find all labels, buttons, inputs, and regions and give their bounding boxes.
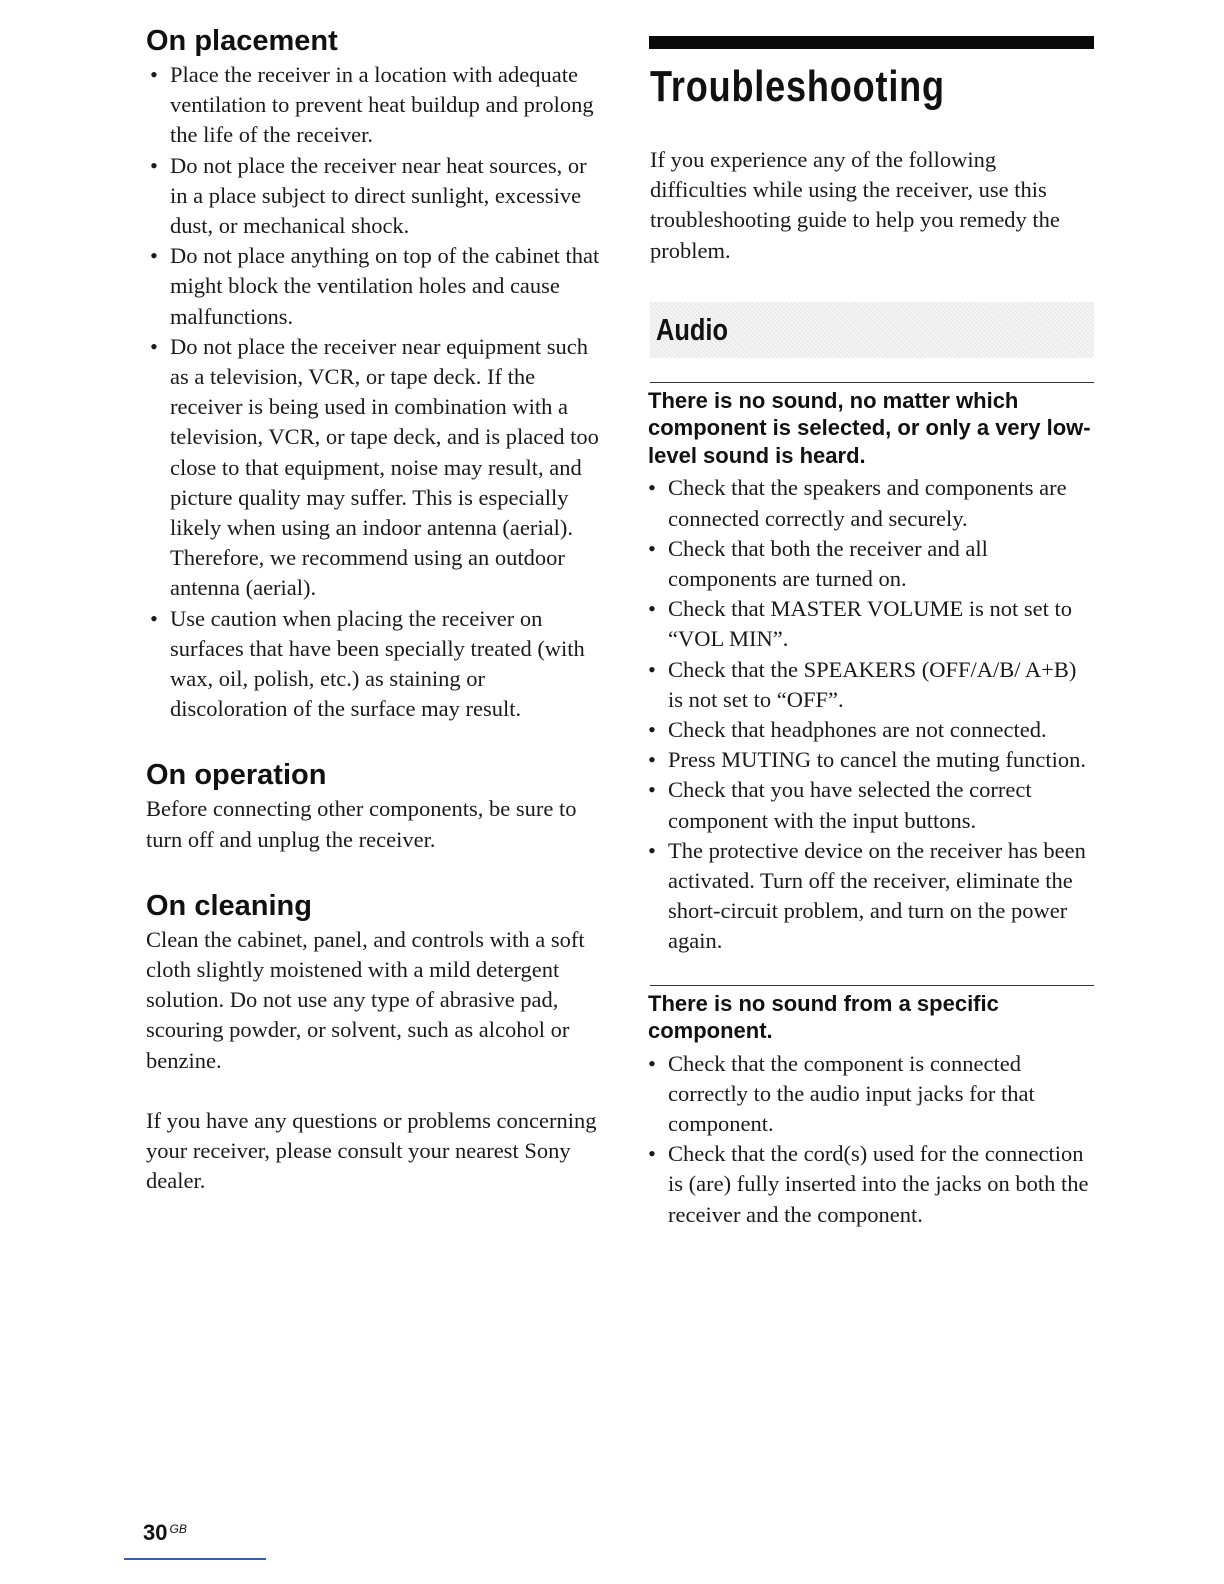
bullet-icon: • xyxy=(648,656,656,682)
bullet-icon: • xyxy=(648,535,656,561)
list-item: • Check that the component is connected correctly to the audio input jacks for that component. xyxy=(648,1050,1035,1136)
bullet-icon: • xyxy=(648,1141,656,1167)
placement-list xyxy=(146,60,608,724)
list-item: • Place the receiver in a location with adequate ventilation to prevent heat buildup and prolong the life of the receiver. xyxy=(150,62,594,148)
list-item: • Press MUTING to cancel the muting function. xyxy=(644,745,1094,775)
bullet-icon: • xyxy=(150,333,158,359)
issue-checks xyxy=(644,1049,1094,1230)
bullet-icon: • xyxy=(150,243,158,269)
list-item: • The protective device on the receiver has been activated. Turn off the receiver, eliminate the short-circuit problem, and turn on the power again. xyxy=(648,837,1086,954)
category-band xyxy=(650,302,1094,358)
list-item: • Check that the SPEAKERS (OFF/A/B/ A+B) is not set to “OFF”. xyxy=(648,656,1077,712)
list-item: • Check that headphones are not connected. xyxy=(644,715,1094,745)
bullet-icon: • xyxy=(648,1050,656,1076)
list-item: • Do not place the receiver near heat sources, or in a place subject to direct sunlight, excessive dust, or mechanical shock. xyxy=(150,152,587,239)
list-item: • Do not place anything on top of the cabinet that might block the ventilation holes and cause malfunctions. xyxy=(150,243,600,329)
bullet-icon: • xyxy=(648,475,656,501)
page-title: Troubleshooting xyxy=(650,62,945,111)
left-column xyxy=(146,24,608,1197)
bullet-icon: • xyxy=(150,152,158,178)
list-item: • Check that both the receiver and all components are turned on. xyxy=(648,535,988,591)
category-title: Audio xyxy=(656,311,729,347)
bullet-icon: • xyxy=(648,777,656,803)
section-heading-placement: On placement xyxy=(146,25,338,57)
cleaning-text: Clean the cabinet, panel, and controls with a soft cloth slightly moistened with a mild detergent solution. Do not use any type of abrasive pad, scouring powder, or solvent, such as alcohol or benzine. xyxy=(146,926,585,1073)
right-column xyxy=(644,36,1094,1230)
operation-text: Before connecting other components, be sure to turn off and unplug the receiver. xyxy=(146,796,577,852)
issue-divider xyxy=(650,985,1094,986)
list-item: • Use caution when placing the receiver on surfaces that have been specially treated (with wax, oil, polish, etc.) as staining or discoloration of the surface may result. xyxy=(150,605,585,722)
title-rule xyxy=(649,36,1094,49)
list-item: • Check that you have selected the correct component with the input buttons. xyxy=(648,777,1032,833)
issue-heading: There is no sound from a specific component. xyxy=(648,990,999,1044)
list-item: • Do not place the receiver near equipment such as a television, VCR, or tape deck. If the receiver is being used in combination with a television, VCR, or tape deck, and is placed too close to that equipment, noise may result, and picture quality may suffer. This is especially likely when using an indoor antenna (aerial). Therefore, we recommend using an outdoor antenna (aerial). xyxy=(150,333,599,601)
closing-text: If you have any questions or problems concerning your receiver, please consult your nearest Sony dealer. xyxy=(146,1107,597,1194)
footer-line xyxy=(124,1558,266,1560)
bullet-icon: • xyxy=(648,596,656,622)
section-heading-operation: On operation xyxy=(146,759,327,792)
issue-heading: There is no sound, no matter which component is selected, or only a very low-level sound is heard. xyxy=(648,387,1091,468)
bullet-icon: • xyxy=(150,605,158,631)
bullet-icon: • xyxy=(648,837,656,863)
section-heading-cleaning: On cleaning xyxy=(146,889,312,922)
intro-text: If you experience any of the following difficulties while using the receiver, use this troubleshooting guide to help you remedy the problem. xyxy=(650,147,1060,263)
bullet-icon: • xyxy=(648,716,656,742)
page-suffix: GB xyxy=(169,1522,187,1536)
issue-checks xyxy=(644,473,1094,956)
list-item: • Check that the cord(s) used for the connection is (are) fully inserted into the jacks on both the receiver and the component. xyxy=(648,1141,1089,1227)
issue-divider xyxy=(650,382,1094,383)
bullet-icon: • xyxy=(150,62,158,87)
list-item: • Check that MASTER VOLUME is not set to “VOL MIN”. xyxy=(648,596,1072,652)
page-number: 30 $^{GB}$ xyxy=(143,1520,187,1545)
list-item: • Check that the speakers and components are connected correctly and securely. xyxy=(648,475,1067,531)
bullet-icon: • xyxy=(648,747,656,773)
